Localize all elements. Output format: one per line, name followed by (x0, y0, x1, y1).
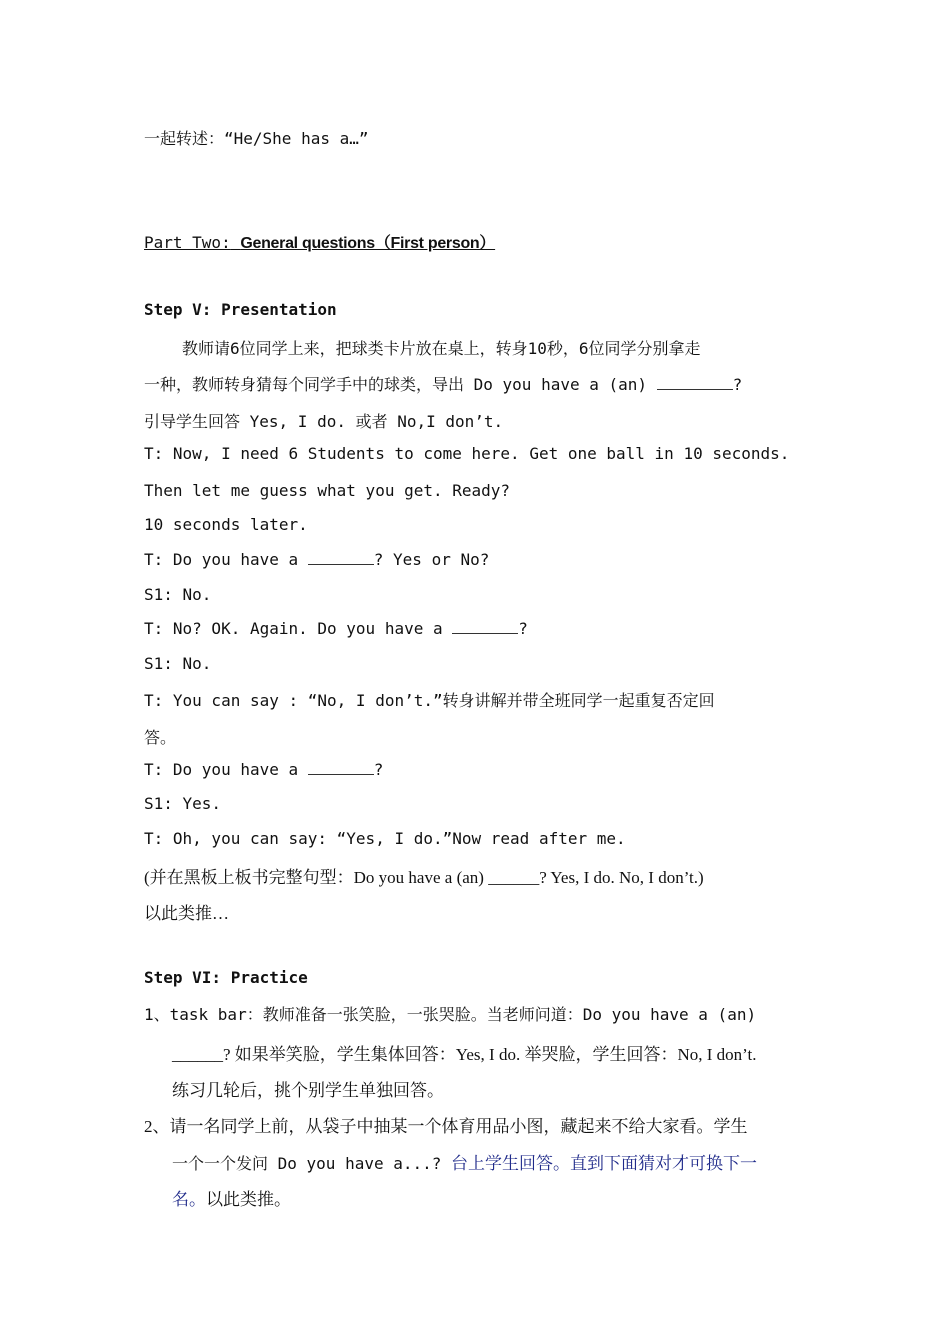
etc-line: 以此类推… (144, 904, 229, 923)
part-two-heading (144, 230, 495, 253)
paragraph-text: ? (732, 375, 743, 394)
retell-line: 一起转述：“He/She has a…” (144, 129, 369, 148)
dialogue-text: ? (373, 760, 384, 779)
dialogue-text: ? Yes or No? (373, 550, 490, 569)
paragraph-text: 一种，教师转身猜每个同学手中的球类，导出 Do you have a (an) (144, 375, 648, 394)
practice-text-highlight: 名。 (172, 1190, 206, 1209)
practice-text: 一个一个发问 Do you have a...? (172, 1154, 452, 1173)
dialogue-line: 答。 (144, 728, 177, 747)
step-v-heading: Step V: Presentation (144, 300, 337, 319)
dialogue-line: T: You can say : “No, I don’t.”转身讲解并带全班同学一起重复否定回 (144, 691, 715, 710)
practice-item-1-line: ______? 如果举笑脸，学生集体回答：Yes, I do. 举哭脸，学生回答：No, I don’t. (172, 1045, 757, 1064)
practice-text-highlight: 台上学生回答。直到下面猜对才可换下一 (451, 1154, 758, 1173)
answer-blank (452, 621, 518, 634)
practice-item-1: 1、task bar：教师准备一张笑脸，一张哭脸。当老师问道：Do you have a (an) (144, 1005, 757, 1024)
step-vi-heading: Step VI: Practice (144, 968, 308, 987)
answer-blank (308, 552, 374, 565)
dialogue-line (144, 550, 489, 569)
answer-blank (657, 377, 733, 390)
dialogue-line: S1: No. (144, 585, 212, 604)
dialogue-line: S1: No. (144, 654, 212, 673)
dialogue-line: S1: Yes. (144, 794, 222, 813)
dialogue-text: T: No? OK. Again. Do you have a (144, 619, 443, 638)
dialogue-text: ? (518, 619, 528, 638)
practice-text: 以此类推。 (206, 1190, 291, 1209)
dialogue-line (144, 760, 383, 779)
paragraph-line (144, 372, 742, 395)
paragraph-line: 教师请6位同学上来，把球类卡片放在桌上，转身10秒，6位同学分别拿走 (182, 339, 701, 358)
dialogue-line: T: Oh, you can say: “Yes, I do.”Now read after me. (144, 829, 626, 848)
answer-blank (308, 762, 374, 775)
blackboard-note: (并在黑板上板书完整句型：Do you have a (an) ______? Yes, I do. No, I don’t.) (144, 868, 704, 887)
practice-item-2-line (172, 1149, 757, 1174)
dialogue-line: T: Now, I need 6 Students to come here. Get one ball in 10 seconds. (144, 444, 790, 463)
practice-item-2-line (172, 1185, 291, 1210)
dialogue-line (144, 619, 528, 638)
practice-item-2: 2、请一名同学上前，从袋子中抽某一个体育用品小图，藏起来不给大家看。学生 (144, 1117, 748, 1136)
paragraph-line: 引导学生回答 Yes, I do. 或者 No,I don’t. (144, 412, 504, 431)
dialogue-text: T: Do you have a (144, 760, 299, 779)
dialogue-line: Then let me guess what you get. Ready? (144, 481, 511, 500)
dialogue-line: 10 seconds later. (144, 515, 308, 534)
dialogue-text: T: Do you have a (144, 550, 299, 569)
practice-item-1-line: 练习几轮后，挑个别学生单独回答。 (172, 1081, 444, 1100)
part-two-prefix: Part Two: (144, 233, 231, 252)
part-two-title: General questions（First person） (240, 235, 496, 252)
